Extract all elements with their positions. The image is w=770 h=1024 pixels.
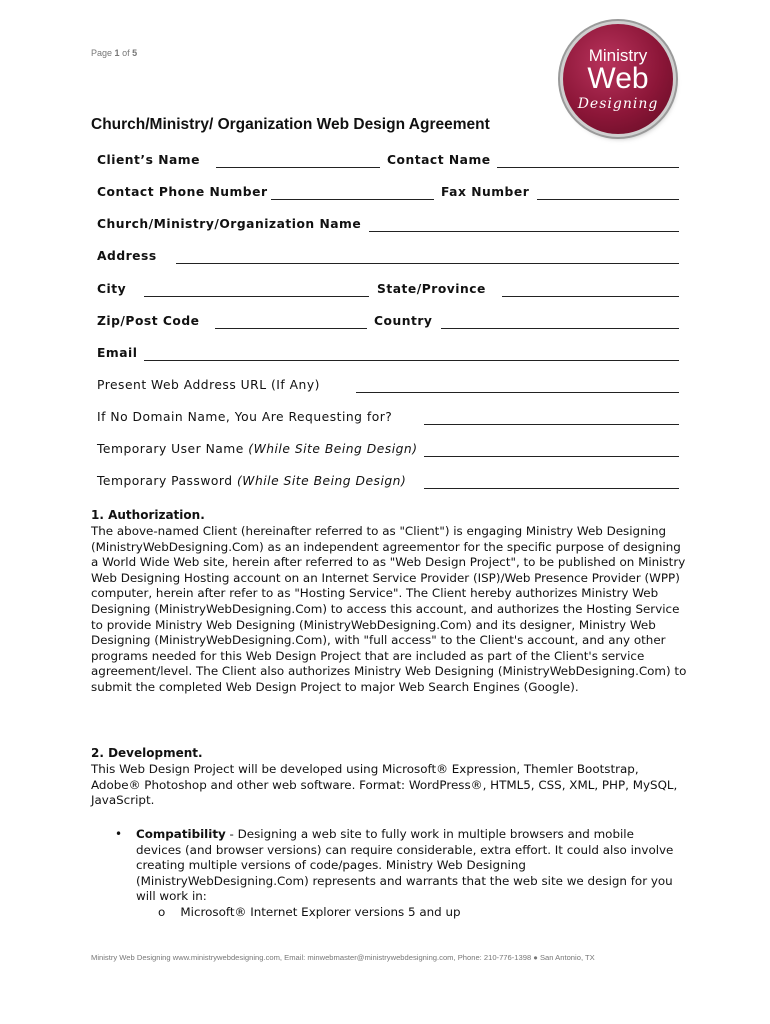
logo-line-1: Ministry <box>588 46 648 65</box>
temp-user-note: (While Site Being Design) <box>248 442 418 456</box>
temp-user-text: Temporary User Name <box>97 442 244 456</box>
domain-request-label: If No Domain Name, You Are Requesting for? <box>97 410 393 424</box>
address-label: Address <box>97 249 157 263</box>
contact-name-label: Contact Name <box>387 153 491 167</box>
ministry-web-designing-logo <box>563 24 673 134</box>
sub-list-item <box>158 905 461 919</box>
contact-phone-label: Contact Phone Number <box>97 185 268 199</box>
present-url-line[interactable] <box>356 392 679 393</box>
contact-phone-line[interactable] <box>271 199 434 200</box>
page-total: 5 <box>132 48 138 58</box>
compatibility-body: - Designing a web site to fully work in multiple browsers and mobile devices (and browser versions) can require considerable, extra effort. It could also involve creating multiple versions of code/pages. Ministry Web Designing (MinistryWebDesigning.Com) represents and warrants that the web site we design for you will work in: <box>136 827 674 904</box>
country-line[interactable] <box>441 328 679 329</box>
state-label: State/Province <box>377 282 486 296</box>
fax-number-line[interactable] <box>537 199 679 200</box>
section-authorization-title: 1. Authorization. <box>91 508 205 522</box>
temp-pass-text: Temporary Password <box>97 474 233 488</box>
section-development-body: This Web Design Project will be developed using Microsoft® Expression, Themler Bootstrap, Adobe® Photoshop and other web software. Format: WordPress®, HTML5, CSS, XML, PHP, MySQL, JavaScript. <box>91 762 678 808</box>
org-name-line[interactable] <box>369 231 679 232</box>
client-name-label: Client’s Name <box>97 153 200 167</box>
email-line[interactable] <box>144 360 679 361</box>
temp-user-label <box>97 442 418 456</box>
page-label: Page <box>91 48 113 58</box>
page-of: of <box>122 48 130 58</box>
compatibility-item <box>136 827 676 905</box>
section-development-title: 2. Development. <box>91 746 203 760</box>
bullet-symbol: • <box>115 827 123 841</box>
domain-request-line[interactable] <box>424 424 679 425</box>
temp-pass-note: (While Site Being Design) <box>237 474 407 488</box>
compatibility-title: Compatibility <box>136 827 226 841</box>
temp-user-line[interactable] <box>424 456 679 457</box>
sub-bullet-symbol: o <box>158 905 166 919</box>
city-label: City <box>97 282 127 296</box>
contact-name-line[interactable] <box>497 167 679 168</box>
email-label: Email <box>97 346 138 360</box>
temp-pass-label <box>97 474 406 488</box>
page-current: 1 <box>114 48 120 58</box>
logo-line-3: Designing <box>577 96 659 112</box>
present-url-label: Present Web Address URL (If Any) <box>97 378 320 392</box>
sub-item-text: Microsoft® Internet Explorer versions 5 and up <box>180 905 461 919</box>
city-line[interactable] <box>144 296 369 297</box>
page-footer: Ministry Web Designing www.ministrywebdesigning.com, Email: minwebmaster@ministrywebdesigning.com, Phone: 210-776-1398 ● San Antonio, TX <box>91 953 595 962</box>
section-authorization-body: The above-named Client (hereinafter referred to as "Client") is engaging Ministry Web Designing (MinistryWebDesigning.Com) as an independent agreementor for the specific purpose of designing a World Wide Web site, herein after referred to as "Web Design Project", to be published on Ministry Web Designing Hosting account on an Internet Service Provider (ISP)/Web Presence Provider (WPP) computer, herein after refer to as "Hosting Service". The Client hereby authorizes Ministry Web Designing (MinistryWebDesigning.Com) to access this account, and authorizes the Hosting Service to provide Ministry Web Designing (MinistryWebDesigning.Com) and its designer, Ministry Web Designing (MinistryWebDesigning.Com), with "full access" to the Client's account, and any other programs needed for this Web Design Project that are included as part of the Client's service agreement/level. The Client also authorizes Ministry Web Designing (MinistryWebDesigning.Com) to submit the completed Web Design Project to major Web Search Engines (Google). <box>91 524 687 694</box>
fax-number-label: Fax Number <box>441 185 530 199</box>
logo-line-2: Web <box>587 62 649 95</box>
org-name-label: Church/Ministry/Organization Name <box>97 217 362 231</box>
client-name-line[interactable] <box>216 167 380 168</box>
page-number <box>91 48 137 58</box>
address-line[interactable] <box>176 263 679 264</box>
state-line[interactable] <box>502 296 679 297</box>
page-title: Church/Ministry/ Organization Web Design Agreement <box>91 116 490 133</box>
country-label: Country <box>374 314 433 328</box>
zip-line[interactable] <box>215 328 367 329</box>
zip-label: Zip/Post Code <box>97 314 200 328</box>
temp-pass-line[interactable] <box>424 488 679 489</box>
